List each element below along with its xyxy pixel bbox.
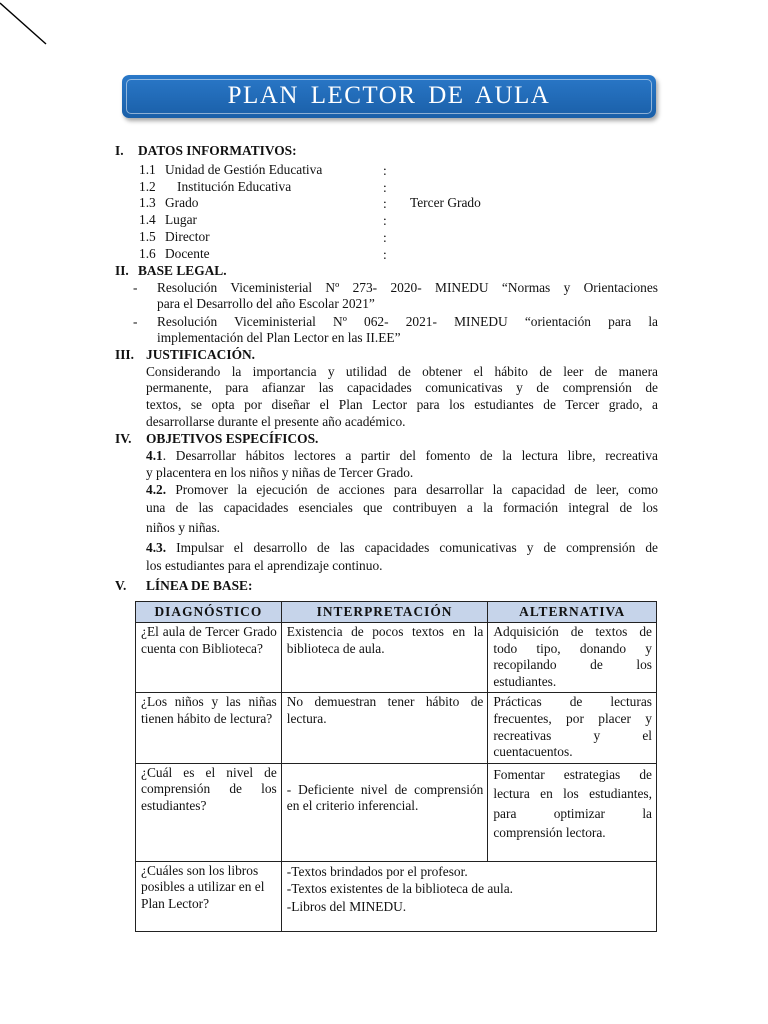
section-number: III. bbox=[115, 347, 134, 362]
base-legal-item-line: implementación del Plan Lector en las II.EE” bbox=[157, 330, 401, 345]
cell-diagnostico: ¿El aula de Tercer Grado cuenta con Biblioteca? bbox=[136, 623, 282, 693]
cell-merged-list bbox=[281, 861, 656, 931]
cell-interpretacion: Existencia de pocos textos en la biblioteca de aula. bbox=[281, 623, 488, 693]
objective-line bbox=[146, 540, 658, 557]
objective-text: Promover la ejecución de acciones para desarrollar la capacidad de leer, como bbox=[166, 482, 658, 497]
datos-label: Lugar bbox=[165, 212, 197, 227]
table-row bbox=[136, 693, 657, 763]
datos-num: 1.6 bbox=[139, 246, 156, 261]
objective-line: una de las capacidades esenciales que contribuyen a la formación integral de los bbox=[146, 500, 658, 515]
section-number: II. bbox=[115, 263, 129, 278]
section-title-4: OBJETIVOS ESPECÍFICOS. bbox=[146, 431, 319, 446]
header-interpretacion: INTERPRETACIÓN bbox=[281, 602, 488, 623]
section-title-2: BASE LEGAL. bbox=[138, 263, 227, 278]
section-heading-1 bbox=[115, 143, 124, 160]
cell-interpretacion: - Deficiente nivel de comprensión en el criterio inferencial. bbox=[281, 763, 488, 861]
section-number: IV. bbox=[115, 431, 132, 446]
cell-alternativa: Prácticas de lecturas frecuentes, por placer y recreativas y el cuentacuentos. bbox=[488, 693, 657, 763]
list-item: -Textos existentes de la biblioteca de aula. bbox=[286, 881, 514, 897]
objective-number: 4.1 bbox=[146, 448, 163, 463]
cell-alternativa: Adquisición de textos de todo tipo, donando y recopilando de los estudiantes. bbox=[488, 623, 657, 693]
datos-sep: : bbox=[383, 213, 387, 228]
header-diagnostico: DIAGNÓSTICO bbox=[136, 602, 282, 623]
objective-line: niños y niñas. bbox=[146, 520, 221, 535]
section-number: V. bbox=[115, 578, 127, 593]
base-legal-item-line: Resolución Viceministerial Nº 062- 2021- MINEDU “orientación para la bbox=[157, 314, 658, 329]
bullet-dash: - bbox=[133, 280, 138, 295]
cell-alternativa: Fomentar estrategias de lectura en los estudiantes, para optimizar la comprensión lectora. bbox=[488, 763, 657, 861]
objective-line bbox=[146, 482, 658, 499]
datos-num: 1.5 bbox=[139, 229, 156, 244]
justification-line: desarrollarse durante el presente año académico. bbox=[146, 414, 406, 429]
objective-number: 4.3. bbox=[146, 540, 167, 555]
cell-interpretacion: No demuestran tener hábito de lectura. bbox=[281, 693, 488, 763]
datos-label: Docente bbox=[165, 246, 210, 261]
section-title-1: DATOS INFORMATIVOS: bbox=[138, 143, 297, 158]
header-alternativa: ALTERNATIVA bbox=[488, 602, 657, 623]
datos-label: Unidad de Gestión Educativa bbox=[165, 162, 323, 177]
bullet-dash: - bbox=[133, 314, 138, 329]
datos-num: 1.2 bbox=[139, 179, 156, 194]
datos-label: Institución Educativa bbox=[177, 179, 292, 194]
cell-diagnostico: ¿Cuáles son los libros posibles a utilizar en el Plan Lector? bbox=[136, 861, 282, 931]
table-row bbox=[136, 623, 657, 693]
base-legal-item-line: Resolución Viceministerial Nº 273- 2020- MINEDU “Normas y Orientaciones bbox=[157, 280, 658, 295]
justification-line: textos, se opta por diseñar el Plan Lector para los estudiantes de Tercer grado, a bbox=[146, 397, 658, 412]
objective-line bbox=[146, 448, 658, 465]
section-title-5: LÍNEA DE BASE: bbox=[146, 578, 253, 593]
table-row bbox=[136, 861, 657, 931]
list-item: -Textos brindados por el profesor. bbox=[286, 863, 468, 879]
datos-num: 1.4 bbox=[139, 212, 156, 227]
title-banner bbox=[122, 75, 656, 118]
objective-line: y placentera en los niños y niñas de Tercer Grado. bbox=[146, 465, 414, 480]
corner-diagonal-line bbox=[0, 0, 60, 60]
justification-line: permanente, para afianzar las capacidades comunicativas y de comprensión de bbox=[146, 380, 658, 395]
list-item: -Libros del MINEDU. bbox=[286, 898, 407, 914]
datos-sep: : bbox=[383, 247, 387, 262]
linea-de-base-table bbox=[135, 601, 657, 932]
base-legal-item-line: para el Desarrollo del año Escolar 2021” bbox=[157, 296, 375, 311]
datos-sep: : bbox=[383, 196, 387, 211]
datos-label: Director bbox=[165, 229, 210, 244]
datos-num: 1.1 bbox=[139, 162, 156, 177]
objective-number: 4.2. bbox=[146, 482, 167, 497]
datos-sep: : bbox=[383, 163, 387, 178]
datos-label: Grado bbox=[165, 195, 199, 210]
table-row bbox=[136, 763, 657, 861]
datos-sep: : bbox=[383, 180, 387, 195]
cell-diagnostico: ¿Cuál es el nivel de comprensión de los estudiantes? bbox=[136, 763, 282, 861]
page-title: PLAN LECTOR DE AULA bbox=[227, 82, 551, 110]
justification-line: Considerando la importancia y utilidad de obtener el hábito de leer de manera bbox=[146, 364, 658, 379]
datos-sep: : bbox=[383, 230, 387, 245]
section-title-3: JUSTIFICACIÓN. bbox=[146, 347, 256, 362]
objective-text: . Desarrollar hábitos lectores a partir del fomento de la lectura libre, recreativa bbox=[162, 448, 658, 463]
datos-num: 1.3 bbox=[139, 195, 156, 210]
datos-value-grado: Tercer Grado bbox=[410, 195, 481, 210]
section-number: I. bbox=[115, 143, 124, 158]
objective-text: Impulsar el desarrollo de las capacidades comunicativas y de comprensión de bbox=[166, 540, 658, 555]
cell-diagnostico: ¿Los niños y las niñas tienen hábito de lectura? bbox=[136, 693, 282, 763]
objective-line: los estudiantes para el aprendizaje continuo. bbox=[146, 558, 383, 573]
table-header-row bbox=[136, 602, 657, 623]
